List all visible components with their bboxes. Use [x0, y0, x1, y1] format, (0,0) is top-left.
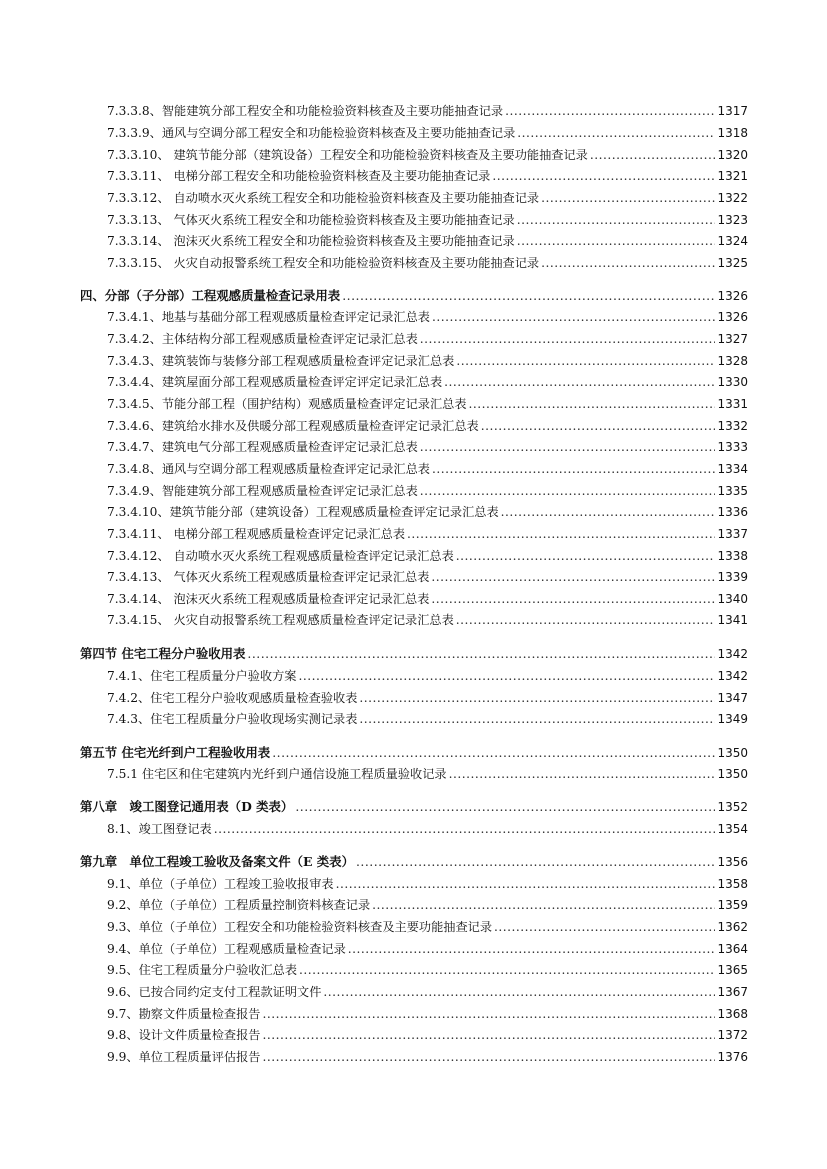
- toc-entry-title: 9.5、住宅工程质量分户验收汇总表: [107, 963, 298, 977]
- toc-page-number: 1342: [717, 669, 748, 683]
- toc-page-number: 1372: [717, 1028, 748, 1042]
- toc-leader-dots: [247, 646, 715, 662]
- toc-leader-dots: [262, 1027, 715, 1043]
- toc-section-heading[interactable]: [80, 854, 748, 870]
- toc-page-number: 1327: [717, 332, 748, 346]
- toc-page-number: 1356: [717, 855, 748, 869]
- toc-entry-title: 9.8、设计文件质量检查报告: [107, 1028, 261, 1042]
- toc-leader-dots: [456, 548, 716, 564]
- toc-entry-title: 7.3.3.12、 自动喷水灭火系统工程安全和功能检验资料核查及主要功能抽查记录: [107, 191, 540, 205]
- toc-leader-dots: [262, 1006, 715, 1022]
- toc-leader-dots: [501, 504, 716, 520]
- toc-leader-dots: [505, 103, 715, 119]
- toc-page-number: 1326: [717, 310, 748, 324]
- toc-entry[interactable]: [107, 461, 748, 477]
- toc-section-heading[interactable]: [80, 799, 748, 815]
- toc-entry[interactable]: [107, 504, 748, 520]
- toc-entry-title: 第四节 住宅工程分户验收用表: [80, 646, 246, 661]
- toc-entry-title: 7.3.4.9、智能建筑分部工程观感质量检查评定记录汇总表: [107, 484, 418, 498]
- toc-leader-dots: [272, 745, 715, 761]
- toc-leader-dots: [359, 711, 715, 727]
- toc-entry-title: 9.2、单位（子单位）工程质量控制资料核查记录: [107, 898, 371, 912]
- toc-entry[interactable]: [107, 374, 748, 390]
- toc-page-number: 1338: [717, 549, 748, 563]
- toc-page-number: 1341: [717, 613, 748, 627]
- toc-entry[interactable]: [107, 396, 748, 412]
- toc-leader-dots: [420, 483, 716, 499]
- toc-page-number: 1326: [717, 289, 748, 303]
- toc-page-number: 1333: [717, 440, 748, 454]
- toc-entry[interactable]: [107, 591, 748, 607]
- toc-entry[interactable]: [107, 212, 748, 228]
- toc-entry[interactable]: [107, 548, 748, 564]
- toc-entry[interactable]: [107, 439, 748, 455]
- toc-entry-title: 7.3.4.5、节能分部工程（围护结构）观感质量检查评定记录汇总表: [107, 397, 467, 411]
- toc-entry[interactable]: [107, 125, 748, 141]
- toc-page-number: 1332: [717, 419, 748, 433]
- toc-entry[interactable]: [107, 418, 748, 434]
- toc-entry-title: 9.9、单位工程质量评估报告: [107, 1050, 261, 1064]
- toc-entry-title: 9.6、已按合同约定支付工程款证明文件: [107, 985, 322, 999]
- toc-leader-dots: [590, 147, 716, 163]
- toc-entry-title: 7.3.4.12、 自动喷水灭火系统工程观感质量检查评定记录汇总表: [107, 549, 454, 563]
- toc-leader-dots: [432, 309, 716, 325]
- toc-entry-title: 9.7、勘察文件质量检查报告: [107, 1007, 261, 1021]
- toc-entry[interactable]: [107, 1027, 748, 1043]
- toc-page-number: 1331: [717, 397, 748, 411]
- toc-entry-title: 第五节 住宅光纤到户工程验收用表: [80, 745, 271, 760]
- toc-section-heading[interactable]: [80, 745, 748, 761]
- toc-entry-title: 7.3.4.11、 电梯分部工程观感质量检查评定记录汇总表: [107, 527, 406, 541]
- toc-leader-dots: [456, 353, 715, 369]
- toc-entry-title: 7.3.3.10、 建筑节能分部（建筑设备）工程安全和功能检验资料核查及主要功能抽查记录: [107, 148, 588, 162]
- toc-page-number: 1352: [717, 800, 748, 814]
- toc-entry-title: 四、分部（子分部）工程观感质量检查记录用表: [80, 288, 341, 303]
- toc-entry[interactable]: [107, 255, 748, 271]
- toc-leader-dots: [541, 255, 715, 271]
- toc-leader-dots: [469, 396, 716, 412]
- toc-entry[interactable]: [107, 1049, 748, 1065]
- toc-entry[interactable]: [107, 353, 748, 369]
- toc-entry[interactable]: [107, 876, 748, 892]
- toc-entry[interactable]: [107, 190, 748, 206]
- toc-page-number: 1354: [717, 822, 748, 836]
- toc-entry[interactable]: [107, 612, 748, 628]
- toc-page-number: 1376: [717, 1050, 748, 1064]
- toc-entry[interactable]: [107, 897, 748, 913]
- toc-leader-dots: [359, 690, 715, 706]
- toc-entry-title: 7.3.3.14、 泡沫灭火系统工程安全和功能检验资料核查及主要功能抽查记录: [107, 234, 515, 248]
- toc-entry[interactable]: [107, 569, 748, 585]
- toc-entry-title: 7.4.2、住宅工程分户验收观感质量检查验收表: [107, 691, 358, 705]
- toc-entry-title: 9.3、单位（子单位）工程安全和功能检验资料核查及主要功能抽查记录: [107, 920, 493, 934]
- toc-leader-dots: [517, 125, 715, 141]
- toc-entry-title: 7.3.3.9、通风与空调分部工程安全和功能检验资料核查及主要功能抽查记录: [107, 126, 516, 140]
- toc-page-number: 1320: [717, 148, 748, 162]
- toc-entry-title: 7.3.4.7、建筑电气分部工程观感质量检查评定记录汇总表: [107, 440, 418, 454]
- toc-page-number: 1359: [717, 898, 748, 912]
- toc-page-number: 1317: [717, 104, 748, 118]
- toc-page-number: 1350: [717, 746, 748, 760]
- toc-entry[interactable]: [107, 711, 748, 727]
- toc-entry[interactable]: [107, 103, 748, 119]
- toc-page-number: 1339: [717, 570, 748, 584]
- toc-entry[interactable]: [107, 821, 748, 837]
- toc-page-number: 1330: [717, 375, 748, 389]
- toc-entry-title: 7.3.3.15、 火灾自动报警系统工程安全和功能检验资料核查及主要功能抽查记录: [107, 256, 540, 270]
- toc-entry[interactable]: [107, 690, 748, 706]
- toc-page-number: 1321: [717, 169, 748, 183]
- toc-entry-title: 7.3.4.6、建筑给水排水及供暖分部工程观感质量检查评定记录汇总表: [107, 419, 479, 433]
- toc-entry-title: 第九章 单位工程竣工验收及备案文件（E 类表）: [80, 854, 354, 869]
- toc-entry-title: 7.5.1 住宅区和住宅建筑内光纤到户通信设施工程质量验收记录: [107, 767, 447, 781]
- toc-leader-dots: [299, 962, 715, 978]
- toc-entry-title: 9.1、单位（子单位）工程竣工验收报审表: [107, 877, 334, 891]
- toc-leader-dots: [541, 190, 715, 206]
- toc-page-number: 1350: [717, 767, 748, 781]
- toc-leader-dots: [342, 288, 715, 304]
- toc-leader-dots: [336, 876, 716, 892]
- toc-page-number: 1334: [717, 462, 748, 476]
- toc-page-number: 1322: [717, 191, 748, 205]
- toc-entry[interactable]: [107, 919, 748, 935]
- toc-entry[interactable]: [107, 766, 748, 782]
- toc-leader-dots: [298, 668, 715, 684]
- toc-leader-dots: [262, 1049, 715, 1065]
- toc-page-number: 1368: [717, 1007, 748, 1021]
- toc-entry-title: 7.3.3.8、智能建筑分部工程安全和功能检验资料核查及主要功能抽查记录: [107, 104, 504, 118]
- toc-leader-dots: [420, 331, 716, 347]
- toc-leader-dots: [323, 984, 715, 1000]
- toc-leader-dots: [431, 569, 715, 585]
- toc-leader-dots: [517, 233, 716, 249]
- toc-leader-dots: [420, 439, 716, 455]
- toc-entry-title: 9.4、单位（子单位）工程观感质量检查记录: [107, 942, 346, 956]
- toc-entry[interactable]: [107, 1006, 748, 1022]
- toc-entry-title: 7.3.4.4、建筑屋面分部工程观感质量检查评定评定记录汇总表: [107, 375, 443, 389]
- toc-entry-title: 7.3.3.11、 电梯分部工程安全和功能检验资料核查及主要功能抽查记录: [107, 169, 491, 183]
- toc-page-number: 1323: [717, 213, 748, 227]
- toc-entry[interactable]: [107, 526, 748, 542]
- toc-entry[interactable]: [107, 483, 748, 499]
- toc-leader-dots: [492, 168, 715, 184]
- toc-page-number: 1337: [717, 527, 748, 541]
- toc-entry[interactable]: [107, 168, 748, 184]
- toc-page-number: 1340: [717, 592, 748, 606]
- toc-section-heading[interactable]: [80, 288, 748, 304]
- toc-page-number: 1328: [717, 354, 748, 368]
- toc-page-number: 1367: [717, 985, 748, 999]
- toc-entry-title: 7.3.4.14、 泡沫灭火系统工程观感质量检查评定记录汇总表: [107, 592, 430, 606]
- toc-entry-title: 7.4.3、住宅工程质量分户验收现场实测记录表: [107, 712, 358, 726]
- toc-leader-dots: [407, 526, 715, 542]
- toc-leader-dots: [449, 766, 716, 782]
- toc-entry-title: 第八章 竣工图登记通用表（D 类表）: [80, 799, 294, 814]
- toc-leader-dots: [214, 821, 716, 837]
- toc-page-number: 1336: [717, 505, 748, 519]
- toc-entry-title: 8.1、竣工图登记表: [107, 822, 212, 836]
- toc-leader-dots: [432, 461, 716, 477]
- toc-page-number: 1318: [717, 126, 748, 140]
- toc-leader-dots: [348, 941, 716, 957]
- toc-leader-dots: [456, 612, 716, 628]
- toc-entry[interactable]: [107, 668, 748, 684]
- toc-entry[interactable]: [107, 233, 748, 249]
- toc-entry-title: 7.3.4.8、通风与空调分部工程观感质量检查评定记录汇总表: [107, 462, 430, 476]
- toc-section-heading[interactable]: [80, 646, 748, 662]
- toc-leader-dots: [517, 212, 716, 228]
- toc-page-number: 1364: [717, 942, 748, 956]
- toc-entry-title: 7.3.4.1、地基与基础分部工程观感质量检查评定记录汇总表: [107, 310, 430, 324]
- toc-page-number: 1347: [717, 691, 748, 705]
- toc-entry-title: 7.3.4.2、主体结构分部工程观感质量检查评定记录汇总表: [107, 332, 418, 346]
- toc-entry-title: 7.3.3.13、 气体灭火系统工程安全和功能检验资料核查及主要功能抽查记录: [107, 213, 515, 227]
- toc-entry[interactable]: [107, 984, 748, 1000]
- toc-page-number: 1365: [717, 963, 748, 977]
- toc-page-number: 1335: [717, 484, 748, 498]
- toc-page-number: 1325: [717, 256, 748, 270]
- toc-leader-dots: [444, 374, 715, 390]
- toc-page-number: 1349: [717, 712, 748, 726]
- toc-leader-dots: [481, 418, 716, 434]
- toc-page-number: 1358: [717, 877, 748, 891]
- toc-page-number: 1342: [717, 647, 748, 661]
- toc-leader-dots: [431, 591, 715, 607]
- toc-entry[interactable]: [107, 147, 748, 163]
- toc-leader-dots: [295, 799, 715, 815]
- toc-entry[interactable]: [107, 331, 748, 347]
- toc-entry[interactable]: [107, 941, 748, 957]
- toc-entry-title: 7.3.4.13、 气体灭火系统工程观感质量检查评定记录汇总表: [107, 570, 430, 584]
- toc-entry[interactable]: [107, 962, 748, 978]
- toc-entry-title: 7.4.1、住宅工程质量分户验收方案: [107, 669, 297, 683]
- toc-entry-title: 7.3.4.10、建筑节能分部（建筑设备）工程观感质量检查评定记录汇总表: [107, 505, 499, 519]
- toc-leader-dots: [356, 854, 715, 870]
- toc-page-number: 1324: [717, 234, 748, 248]
- toc-leader-dots: [372, 897, 715, 913]
- toc-leader-dots: [494, 919, 715, 935]
- toc-page-number: 1362: [717, 920, 748, 934]
- toc-entry-title: 7.3.4.3、建筑装饰与装修分部工程观感质量检查评定记录汇总表: [107, 354, 455, 368]
- toc-entry-title: 7.3.4.15、 火灾自动报警系统工程观感质量检查评定记录汇总表: [107, 613, 454, 627]
- toc-entry[interactable]: [107, 309, 748, 325]
